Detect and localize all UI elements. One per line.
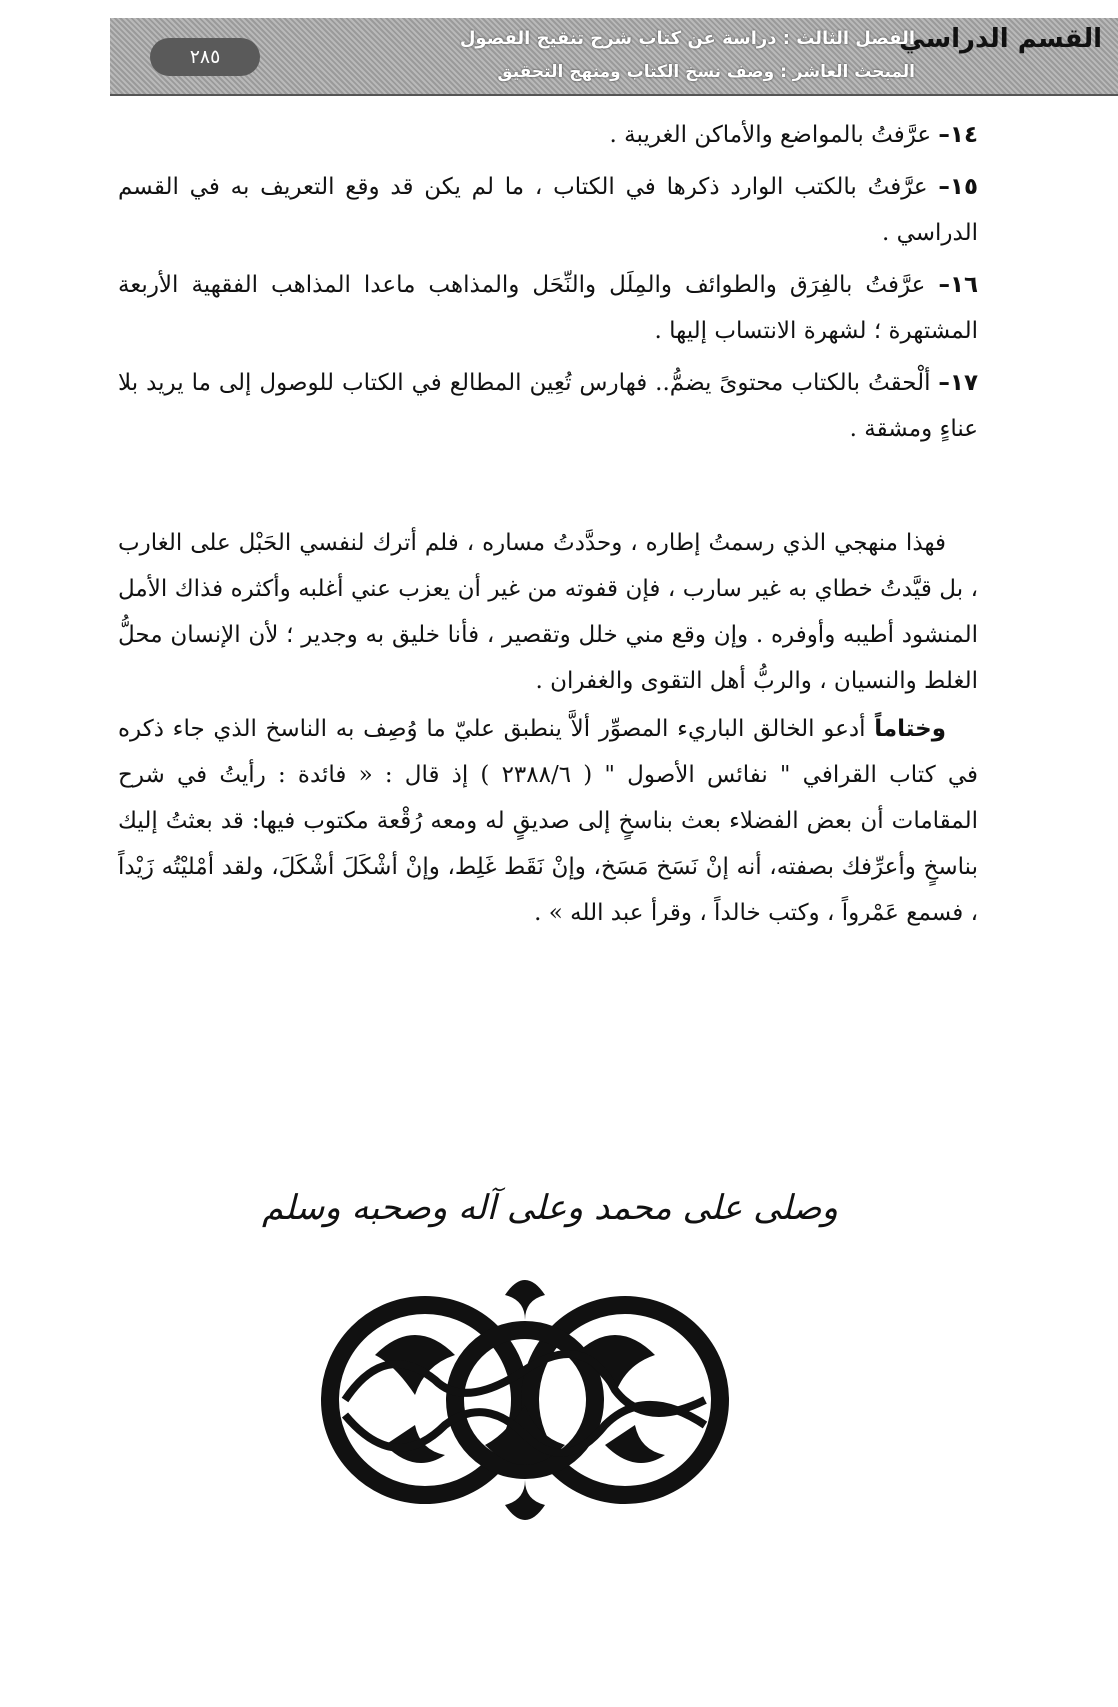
spacer bbox=[118, 458, 978, 520]
closing-salutation: وصلى على محمد وعلى آله وصحبه وسلم bbox=[261, 1188, 839, 1228]
page-header bbox=[110, 18, 1118, 96]
list-item bbox=[118, 360, 978, 452]
list-item bbox=[118, 164, 978, 256]
body-text bbox=[118, 112, 978, 938]
item-number: ١٥– bbox=[938, 174, 978, 200]
paragraph bbox=[118, 706, 978, 936]
page-number: ٢٨٥ bbox=[150, 38, 260, 76]
paragraph-text: فهذا منهجي الذي رسمتُ إطاره ، وحدَّدتُ مساره ، فلم أترك لنفسي الحَبْل على الغارب ، بل قيَّدتُ خطاي به غير سارب ، فإن قفوته من غير أن يعزب عني أغلبه وأكثره فذاك الأمل المنشود أطيبه وأوفره . وإن وقع مني خلل وتقصير ، فأنا خليق به وجدير ؛ لأن الإنسان محلُّ الغلط والنسيان ، والربُّ أهل التقوى والغفران . bbox=[118, 530, 978, 694]
list-item bbox=[118, 112, 978, 158]
item-text: عرَّفتُ بالفِرَق والطوائف والمِلَل والنِّحَل والمذاهب ماعدا المذاهب الفقهية الأربعة المشتهرة ؛ لشهرة الانتساب إليها . bbox=[118, 272, 978, 344]
item-number: ١٤– bbox=[938, 122, 978, 148]
item-text: ألْحقتُ بالكتاب محتوىً يضمُّ.. فهارس تُعِين المطالع في الكتاب للوصول إلى ما يريد بلا عناءٍ ومشقة . bbox=[118, 370, 978, 442]
header-topic-title: المبحث العاشر : وصف نسخ الكتاب ومنهج التحقيق bbox=[497, 62, 915, 82]
item-text: عرَّفتُ بالكتب الوارد ذكرها في الكتاب ، ما لم يكن قد وقع التعريف به في القسم الدراسي . bbox=[118, 174, 978, 246]
floral-ornament-icon bbox=[315, 1235, 735, 1575]
item-number: ١٦– bbox=[938, 272, 979, 298]
item-number: ١٧– bbox=[938, 370, 978, 396]
list-item bbox=[118, 262, 978, 354]
paragraph-text: أدعو الخالق الباريء المصوِّر ألاَّ ينطبق عليّ ما وُصِف به الناسخ الذي جاء ذكره في كتاب القرافي " نفائس الأصول " ( ٢٣٨٨/٦ ) إذ قال : « فائدة : رأيتُ في شرح المقامات أن بعض الفضلاء بعث بناسخٍ إلى صديقٍ له ومعه رُقْعة مكتوب فيها: قد بعثتُ إليك بناسخٍ وأعرِّفك بصفته، أنه إنْ نَسَخ مَسَخ، وإنْ نَقَط غَلِط، وإنْ أشْكَلَ أشْكَلَ، ولقد أمْليْتُه زَيْداً ، فسمع عَمْرواً ، وكتب خالداً ، وقرأ عبد الله » . bbox=[118, 716, 978, 926]
paragraph-lead: وختاماً bbox=[874, 716, 946, 742]
header-chapter-title: الفصل الثالث : دراسة عن كتاب شرح تنقيح الفصول bbox=[459, 28, 915, 49]
paragraph bbox=[118, 520, 978, 704]
header-section-title: القسم الدراسي bbox=[899, 24, 1102, 54]
item-text: عرَّفتُ بالمواضع والأماكن الغريبة . bbox=[609, 122, 932, 148]
